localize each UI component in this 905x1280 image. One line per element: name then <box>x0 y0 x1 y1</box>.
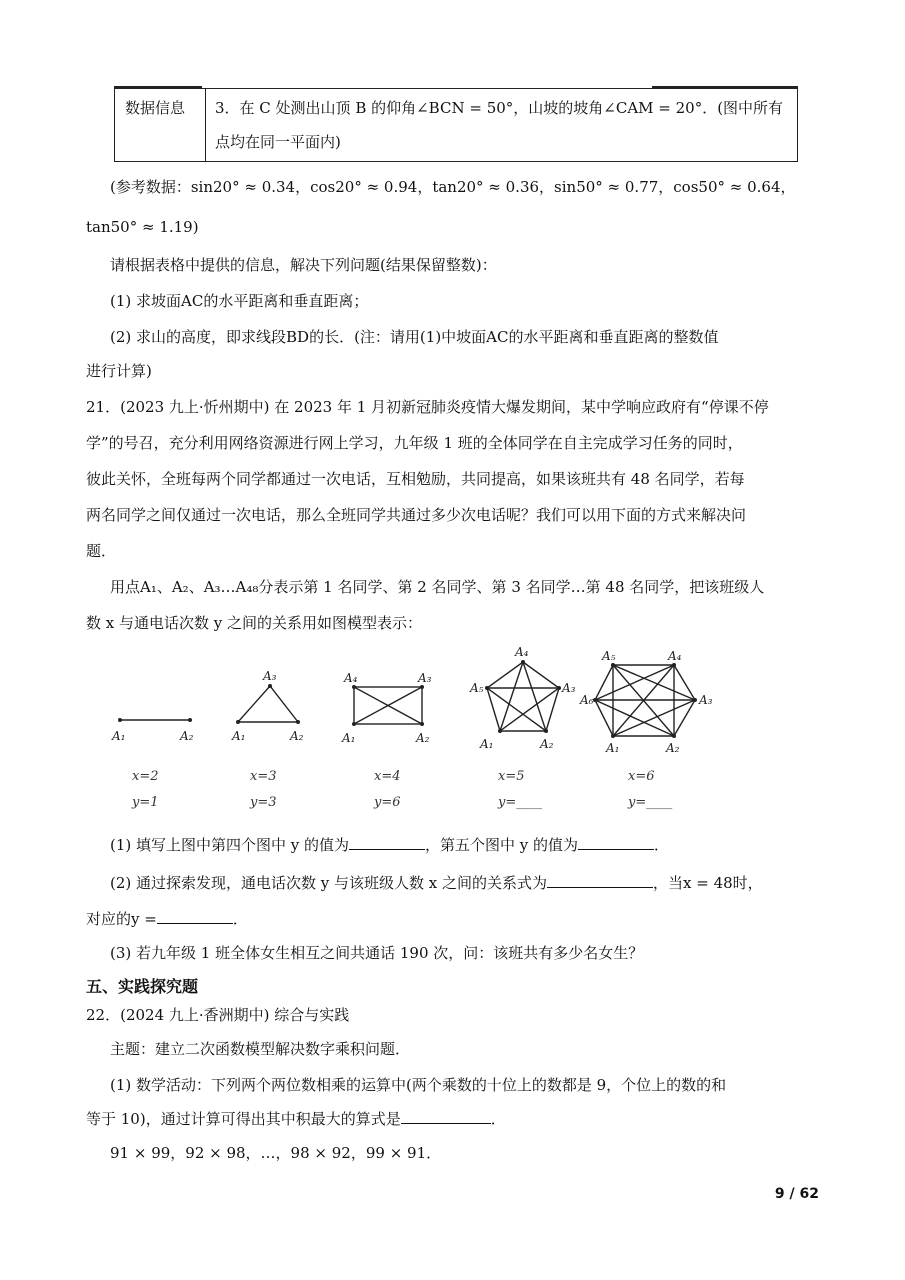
q21-line-1: 21．(2023 九上·忻州期中) 在 2023 年 1 月初新冠肺炎疫情大爆发期间，某中学响应政府有“停课不停 <box>86 398 769 416</box>
answer-blank-3[interactable] <box>547 873 653 888</box>
fig5-y-label: y=____ <box>628 795 673 810</box>
q22-line-1: 22．(2024 九上·香洲期中) 综合与实践 <box>86 1006 350 1024</box>
table-header: 数据信息 <box>125 99 186 117</box>
q20-part-2-line-2: 进行计算) <box>86 362 152 380</box>
svg-text:A₁: A₁ <box>480 737 494 751</box>
reference-data-line-2: tan50° ≈ 1.19) <box>86 218 199 236</box>
table-content-line-1: 3．在 C 处测出山顶 B 的仰角∠BCN = 50°，山坡的坡角∠CAM = 20°．(图中所有 <box>215 99 784 117</box>
svg-text:A₃: A₃ <box>699 693 713 707</box>
q22-part-1-line-2: 等于 10)，通过计算可得出其中积最大的算式是 ． <box>86 1110 506 1128</box>
svg-text:A₄: A₄ <box>668 649 682 663</box>
svg-text:A₃: A₃ <box>562 681 576 695</box>
answer-blank-5[interactable] <box>401 1109 491 1124</box>
answer-blank-2[interactable] <box>578 835 654 850</box>
fig3-x-label: x=4 <box>374 769 401 784</box>
q22-theme: 主题：建立二次函数模型解决数字乘积问题． <box>110 1040 411 1058</box>
q22-formula: 91 × 99，92 × 98，…，98 × 92，99 × 91． <box>110 1144 442 1162</box>
fig2-triangle <box>238 686 298 722</box>
svg-text:A₅: A₅ <box>602 649 616 663</box>
table-content-line-2: 点均在同一平面内) <box>215 133 341 151</box>
fig2-y-label: y=3 <box>250 795 277 810</box>
svg-text:A₂: A₂ <box>540 737 554 751</box>
svg-text:A₄: A₄ <box>515 645 529 659</box>
svg-text:A₆: A₆ <box>580 693 594 707</box>
svg-text:A₁: A₁ <box>232 729 246 743</box>
svg-text:A₂: A₂ <box>666 741 680 755</box>
svg-text:A₁: A₁ <box>606 741 620 755</box>
answer-blank-4[interactable] <box>157 909 233 924</box>
fig3-y-label: y=6 <box>374 795 401 810</box>
svg-text:A₅: A₅ <box>470 681 484 695</box>
section-5-heading: 五、实践探究题 <box>86 977 199 996</box>
q21-line-2: 学”的号召，充分利用网络资源进行网上学习，九年级 1 班的全体同学在自主完成学习任务的同时， <box>86 434 743 452</box>
q20-part-1: (1) 求坡面AC的水平距离和垂直距离； <box>110 292 369 310</box>
svg-text:A₁: A₁ <box>342 731 356 745</box>
svg-text:A₁: A₁ <box>112 729 126 743</box>
page-number: 9 / 62 <box>774 1186 819 1202</box>
table-divider <box>205 89 206 161</box>
q21-line-3: 彼此关怀，全班每两个同学都通过一次电话，互相勉励，共同提高，如果该班共有 48 名同学，若每 <box>86 470 745 488</box>
q20-part-2-line-1: (2) 求山的高度，即求线段BD的长．(注：请用(1)中坡面AC的水平距离和垂直距离的整数值 <box>110 328 719 346</box>
svg-text:A₃: A₃ <box>418 671 432 685</box>
q21-sub-1: (1) 填写上图中第四个图中 y 的值为 ，第五个图中 y 的值为 ． <box>110 836 670 854</box>
svg-text:A₄: A₄ <box>344 671 358 685</box>
q21-sub-2: (2) 通过探索发现，通电话次数 y 与该班级人数 x 之间的关系式为 ，当x = 48时， <box>110 874 763 892</box>
q22-part-1-line-1: (1) 数学活动：下列两个两位数相乘的运算中(两个乘数的十位上的数都是 9，个位上的数的和 <box>110 1076 727 1094</box>
fig2-x-label: x=3 <box>250 769 277 784</box>
answer-blank-1[interactable] <box>349 835 425 850</box>
fig5-hexagon <box>595 665 695 736</box>
complete-graph-figure <box>110 640 713 830</box>
fig4-y-label: y=____ <box>498 795 543 810</box>
svg-text:A₂: A₂ <box>290 729 304 743</box>
svg-text:A₂: A₂ <box>180 729 194 743</box>
q21-line-5: 题． <box>86 542 117 560</box>
q21-line-6: 用点A₁、A₂、A₃…A₄₈分表示第 1 名同学、第 2 名同学、第 3 名同学…第 48 名同学，把该班级人 <box>110 578 765 596</box>
q21-sub-3: (3) 若九年级 1 班全体女生相互之间共通话 190 次，问：该班共有多少名女生？ <box>110 944 644 962</box>
q21-line-4: 两名同学之间仅通过一次电话，那么全班同学共通过多少次电话呢？我们可以用下面的方式来解决问 <box>86 506 747 524</box>
fig4-pentagon <box>487 662 559 731</box>
svg-text:A₃: A₃ <box>263 669 277 683</box>
fig1-x-label: x=2 <box>132 769 159 784</box>
fig4-x-label: x=5 <box>498 769 525 784</box>
q21-sub-2-cont: 对应的y = ． <box>86 910 248 928</box>
q20-instruction: 请根据表格中提供的信息，解决下列问题(结果保留整数)： <box>110 256 497 274</box>
q21-line-7: 数 x 与通电话次数 y 之间的关系用如图模型表示： <box>86 614 423 632</box>
reference-data-line-1: (参考数据：sin20° ≈ 0.34，cos20° ≈ 0.94，tan20° ≈ 0.36，sin50° ≈ 0.77，cos50° ≈ 0.64， <box>110 178 796 196</box>
data-info-table <box>114 88 798 162</box>
fig5-x-label: x=6 <box>628 769 655 784</box>
svg-text:A₂: A₂ <box>416 731 430 745</box>
fig1-y-label: y=1 <box>132 795 159 810</box>
